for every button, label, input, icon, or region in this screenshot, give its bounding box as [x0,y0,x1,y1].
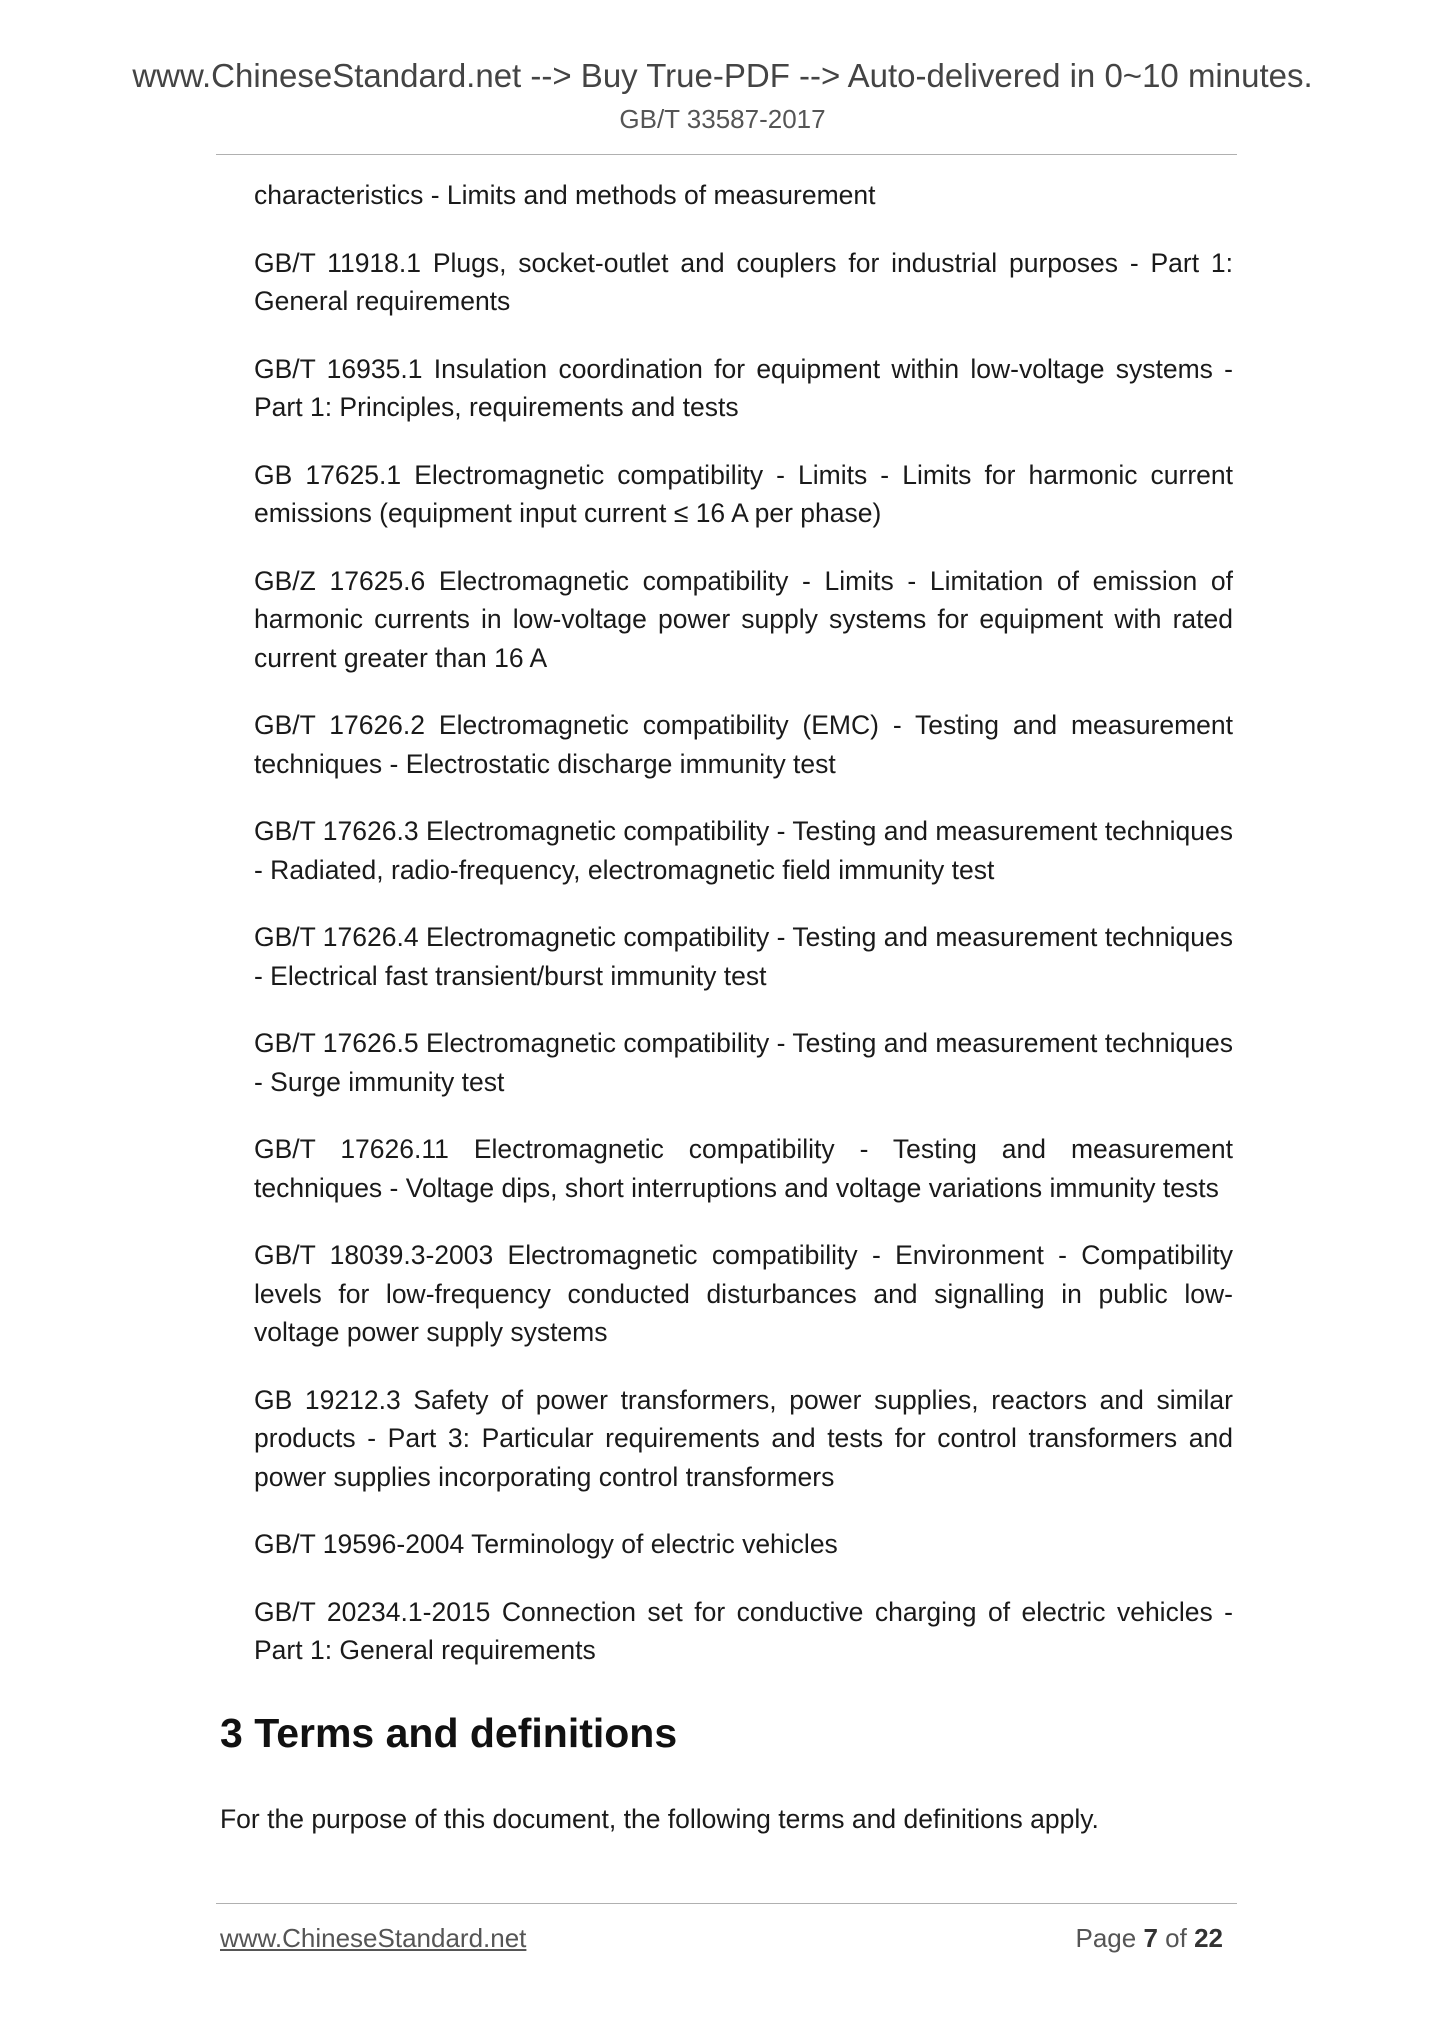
standard-code: GB/T 33587-2017 [619,104,826,134]
page-number [1075,1918,1223,1958]
reference-item: GB/Z 17625.6 Electromagnetic compatibility - Limits - Limitation of emission of harmonic currents in low-voltage power supply systems for equipment with rated current greater than 16 A [254,565,1233,673]
reference-item: GB/T 17626.11 Electromagnetic compatibility - Testing and measurement techniques - Voltage dips, short interruptions and voltage variations immunity tests [254,1134,1233,1203]
footer-divider [216,1903,1237,1904]
header-divider [216,154,1237,155]
reference-item: GB 19212.3 Safety of power transformers, power supplies, reactors and similar products - Part 3: Particular requirements and tests for control transformers and power supplies incorporating control transformers [254,1384,1233,1492]
reference-item: GB/T 17626.4 Electromagnetic compatibility - Testing and measurement techniques - Electrical fast transient/burst immunity test [254,922,1233,991]
reference-item: GB/T 18039.3-2003 Electromagnetic compatibility - Environment - Compatibility levels for low-frequency conducted disturbances and signalling in public low-voltage power supply systems [254,1240,1233,1347]
reference-item: GB/T 17626.3 Electromagnetic compatibility - Testing and measurement techniques - Radiated, radio-frequency, electromagnetic field immunity test [254,816,1233,885]
reference-item: GB/T 16935.1 Insulation coordination for equipment within low-voltage systems - Part 1: Principles, requirements and tests [254,353,1233,422]
page-total: 22 [1194,1923,1223,1953]
reference-item: GB/T 17626.5 Electromagnetic compatibility - Testing and measurement techniques - Surge immunity test [254,1028,1233,1097]
reference-item: GB/T 20234.1-2015 Connection set for conductive charging of electric vehicles - Part 1: General requirements [254,1596,1233,1665]
page-footer [220,1918,1223,1958]
reference-item: GB/T 17626.2 Electromagnetic compatibility (EMC) - Testing and measurement techniques - Electrostatic discharge immunity test [254,710,1233,779]
page-of: of [1165,1923,1187,1953]
header-banner: www.ChineseStandard.net --> Buy True-PDF --> Auto-delivered in 0~10 minutes. [132,57,1313,94]
footer-site-link[interactable]: www.ChineseStandard.net [220,1923,527,1953]
page-header [0,56,1445,136]
page-prefix: Page [1075,1923,1137,1953]
normative-references-list [254,176,1233,1699]
reference-item: characteristics - Limits and methods of measurement [254,180,876,210]
section-intro: For the purpose of this document, the following terms and definitions apply. [220,1804,1099,1834]
reference-item: GB/T 11918.1 Plugs, socket-outlet and couplers for industrial purposes - Part 1: General requirements [254,247,1233,316]
page-current: 7 [1143,1923,1158,1953]
section-heading: 3 Terms and definitions [220,1710,678,1756]
reference-item: GB/T 19596-2004 Terminology of electric vehicles [254,1529,838,1559]
reference-item: GB 17625.1 Electromagnetic compatibility - Limits - Limits for harmonic current emissions (equipment input current ≤ 16 A per phase) [254,459,1233,528]
